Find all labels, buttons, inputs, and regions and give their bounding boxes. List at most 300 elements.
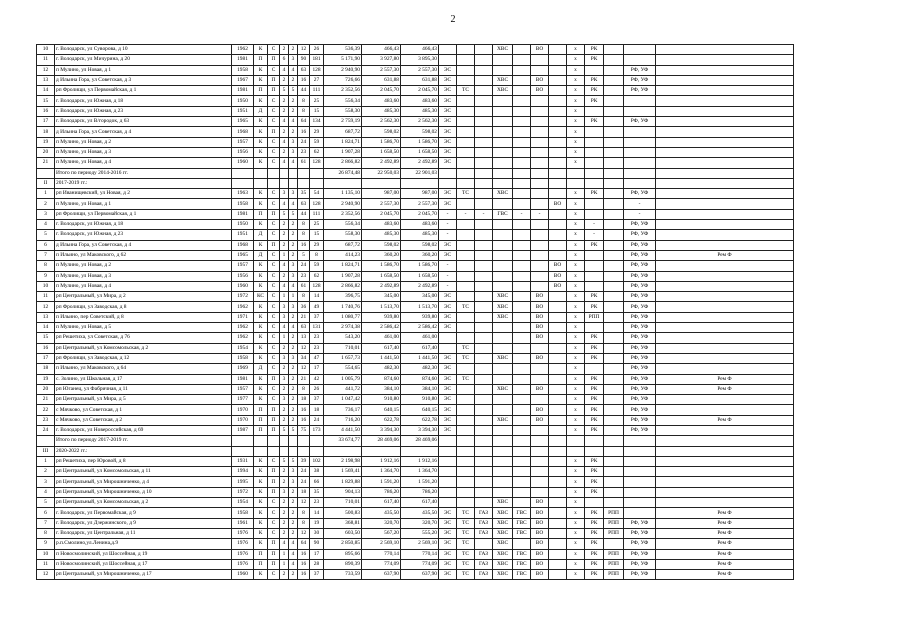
cell-address: п Ильино, ул Маковского, д 64 (55, 364, 232, 374)
cell-gas (475, 436, 493, 446)
cell-mark: х (567, 384, 585, 394)
cell-row-number: 14 (37, 323, 55, 333)
cell-floor-material (268, 446, 280, 456)
cell-heating (457, 333, 475, 343)
cell-cold-water: ХВС (493, 45, 513, 55)
cell-wall-material: К (254, 240, 268, 250)
cell-floors: 5 (280, 86, 289, 96)
cell-cold-water (493, 446, 513, 456)
cell-total-area: 441,72 (324, 384, 362, 394)
cell-floors: 3 (280, 353, 289, 363)
cell-heating: ТС (457, 353, 475, 363)
cell-row-number: 22 (37, 405, 55, 415)
cell-foundation: РФ, УФ (624, 75, 656, 85)
cell-living-area: 637,90 (362, 570, 401, 580)
cell-cold-water (493, 178, 513, 188)
cell-floor-material: П (268, 467, 280, 477)
cell-mark: х (567, 477, 585, 487)
cell-residents: 26 (310, 45, 324, 55)
cell-roof (585, 250, 604, 260)
table-row (37, 178, 794, 188)
cell-living-area: 2 492,89 (362, 281, 401, 291)
cell-residents: 23 (310, 343, 324, 353)
cell-residents: 14 (310, 292, 324, 302)
cell-sewage-alt (549, 528, 567, 538)
cell-residential-area: 320,70 (401, 518, 439, 528)
cell-residential-area: 1 441,50 (401, 353, 439, 363)
cell-sewage-alt (549, 405, 567, 415)
cell-sewage: ВО (531, 498, 549, 508)
cell-wall-material: КС (254, 292, 268, 302)
cell-total-area: 2 974,38 (324, 323, 362, 333)
cell-entrances: 2 (289, 518, 298, 528)
cell-build-year: 1954 (232, 343, 254, 353)
cell-gas (475, 127, 493, 137)
cell-hot-water (513, 446, 531, 456)
cell-mark: х (567, 240, 585, 250)
cell-residential-area: 2 492,89 (401, 281, 439, 291)
cell-mark: х (567, 292, 585, 302)
cell-sewage: ВО (531, 528, 549, 538)
cell-roof: РК (585, 292, 604, 302)
cell-foundation: РФ, УФ (624, 271, 656, 281)
cell-floor-material: П (268, 487, 280, 497)
cell-row-number: 11 (37, 292, 55, 302)
cell-apartments: 64 (298, 539, 310, 549)
cell-address: р.п.Смолино,ул.Ленина,д.9 (55, 539, 232, 549)
cell-mark: х (567, 487, 585, 497)
cell-apartments: 90 (298, 55, 310, 65)
cell-address: рп Решетиха, ул Советская, д 76 (55, 333, 232, 343)
cell-row-number: 12 (37, 302, 55, 312)
cell-total-area: 1 135,10 (324, 189, 362, 199)
cell-address: рп Центральный, ул Мирошниченко, д 17 (55, 570, 232, 580)
cell-electric: ЭС (439, 137, 457, 147)
cell-foundation: РФ, УФ (624, 333, 656, 343)
table-row (37, 549, 794, 559)
cell-apartments: 8 (298, 384, 310, 394)
cell-foundation (624, 147, 656, 157)
cell-sewage (531, 467, 549, 477)
cell-floors: 3 (280, 374, 289, 384)
cell-heating (457, 250, 475, 260)
cell-hot-water (513, 137, 531, 147)
cell-sewage-alt (549, 559, 567, 569)
cell-sewage-alt (549, 240, 567, 250)
cell-floor-material: С (268, 147, 280, 157)
cell-sewage-alt (549, 158, 567, 168)
cell-wall-material: К (254, 498, 268, 508)
table-row (37, 539, 794, 549)
cell-hot-water: ГВС (513, 570, 531, 580)
cell-mark: х (567, 147, 585, 157)
cell-residents: 15 (310, 230, 324, 240)
cell-renovation (656, 405, 794, 415)
cell-total-area: 2 352,56 (324, 86, 362, 96)
cell-residents: 17 (310, 549, 324, 559)
cell-entrances: 5 (289, 86, 298, 96)
cell-floors: 4 (280, 281, 289, 291)
cell-apartments: 39 (298, 456, 310, 466)
cell-floor-material: С (268, 312, 280, 322)
cell-sewage-alt (549, 302, 567, 312)
cell-entrances: 2 (289, 395, 298, 405)
cell-floor-material: П (268, 240, 280, 250)
table-row (37, 45, 794, 55)
cell-gas (475, 405, 493, 415)
cell-floors: 5 (280, 456, 289, 466)
cell-apartments: 8 (298, 230, 310, 240)
cell-living-area: 598,02 (362, 127, 401, 137)
cell-entrances: 4 (289, 199, 298, 209)
cell-sewage: ВО (531, 86, 549, 96)
cell-apartments (298, 178, 310, 188)
cell-living-area: 2 557,30 (362, 199, 401, 209)
cell-sewage (531, 178, 549, 188)
cell-living-area: 483,60 (362, 96, 401, 106)
cell-cold-water (493, 467, 513, 477)
cell-cold-water: ХВС (493, 528, 513, 538)
cell-foundation: РФ, УФ (624, 292, 656, 302)
cell-build-year: 1972 (232, 292, 254, 302)
cell-renovation (656, 106, 794, 116)
cell-gas: ГАЗ (475, 570, 493, 580)
cell-hot-water (513, 333, 531, 343)
cell-facade-work (604, 96, 624, 106)
cell-hot-water: ГВС (513, 528, 531, 538)
cell-address: г. Володарск, ул Южная, д 23 (55, 106, 232, 116)
cell-gas (475, 55, 493, 65)
table-row (37, 508, 794, 518)
cell-mark: х (567, 539, 585, 549)
cell-gas (475, 425, 493, 435)
cell-mark: х (567, 86, 585, 96)
cell-facade-work (604, 487, 624, 497)
cell-residents: 131 (310, 323, 324, 333)
cell-renovation: Рем Ф (656, 374, 794, 384)
cell-residents: 128 (310, 199, 324, 209)
cell-sewage: ВО (531, 384, 549, 394)
cell-entrances: 2 (289, 364, 298, 374)
cell-floors: 2 (280, 364, 289, 374)
table-row (37, 168, 794, 178)
cell-roof: РК (585, 55, 604, 65)
cell-cold-water (493, 127, 513, 137)
cell-roof: РК (585, 508, 604, 518)
cell-build-year: 1969 (232, 364, 254, 374)
cell-apartments: 16 (298, 405, 310, 415)
cell-build-year: 1981 (232, 86, 254, 96)
cell-renovation (656, 199, 794, 209)
cell-hot-water (513, 312, 531, 322)
cell-foundation: РФ, УФ (624, 312, 656, 322)
cell-foundation: РФ, УФ (624, 415, 656, 425)
cell-foundation (624, 106, 656, 116)
cell-living-area: 466,43 (362, 45, 401, 55)
cell-renovation: Рем Ф (656, 250, 794, 260)
cell-floors: 2 (280, 508, 289, 518)
cell-mark: х (567, 96, 585, 106)
cell-residents: 181 (310, 55, 324, 65)
cell-living-area: 770,14 (362, 549, 401, 559)
cell-hot-water: - (513, 209, 531, 219)
cell-living-area: 774,09 (362, 559, 401, 569)
cell-total-area: 603,50 (324, 528, 362, 538)
cell-total-area: 733,59 (324, 570, 362, 580)
cell-electric: ЭС (439, 312, 457, 322)
cell-facade-work (604, 137, 624, 147)
cell-total-area: 5 171,90 (324, 55, 362, 65)
cell-renovation: Рем Ф (656, 570, 794, 580)
cell-apartments: 12 (298, 45, 310, 55)
cell-entrances (289, 178, 298, 188)
cell-wall-material: П (254, 425, 268, 435)
cell-heating (457, 147, 475, 157)
cell-gas (475, 147, 493, 157)
cell-cold-water (493, 117, 513, 127)
cell-row-number: 3 (37, 209, 55, 219)
cell-living-area: 640,15 (362, 405, 401, 415)
cell-cold-water (493, 395, 513, 405)
cell-entrances: 4 (289, 559, 298, 569)
cell-heating: ТС (457, 302, 475, 312)
cell-entrances: 2 (289, 312, 298, 322)
cell-roof (585, 271, 604, 281)
cell-apartments: 61 (298, 158, 310, 168)
cell-entrances: 4 (289, 549, 298, 559)
cell-residents: 29 (310, 127, 324, 137)
cell-address: д Ильина Гора, ул Советская, д 3 (55, 75, 232, 85)
cell-build-year: 1956 (232, 271, 254, 281)
cell-floor-material: С (268, 230, 280, 240)
cell-heating (457, 55, 475, 65)
cell-facade-work (604, 292, 624, 302)
cell-electric: ЭС (439, 302, 457, 312)
cell-electric: ЭС (439, 106, 457, 116)
cell-living-area: 1 586,70 (362, 261, 401, 271)
cell-foundation: РФ, УФ (624, 220, 656, 230)
cell-gas: ГАЗ (475, 549, 493, 559)
cell-heating (457, 446, 475, 456)
cell-sewage (531, 425, 549, 435)
cell-entrances: 2 (289, 250, 298, 260)
cell-living-area: 1 441,50 (362, 353, 401, 363)
cell-row-number: 20 (37, 147, 55, 157)
cell-foundation (624, 127, 656, 137)
cell-electric (439, 467, 457, 477)
cell-address: г. Володарск, ул Южная, д 23 (55, 230, 232, 240)
cell-electric: - (439, 230, 457, 240)
cell-roof: - (585, 220, 604, 230)
cell-electric: ЭС (439, 117, 457, 127)
cell-heating (457, 240, 475, 250)
cell-gas (475, 333, 493, 343)
cell-row-number (37, 436, 55, 446)
cell-wall-material: К (254, 384, 268, 394)
cell-sewage-alt (549, 425, 567, 435)
cell-sewage-alt (549, 117, 567, 127)
cell-roof: РК (585, 117, 604, 127)
cell-renovation (656, 487, 794, 497)
cell-sewage (531, 395, 549, 405)
cell-row-number: 16 (37, 106, 55, 116)
cell-residential-area: 770,14 (401, 549, 439, 559)
cell-address: Итого по периоду 2014-2016 гг. (55, 168, 232, 178)
cell-living-area: 384,10 (362, 384, 401, 394)
cell-wall-material: П (254, 86, 268, 96)
cell-foundation: РФ, УФ (624, 189, 656, 199)
cell-floors: 4 (280, 65, 289, 75)
cell-facade-work (604, 45, 624, 55)
cell-heating (457, 199, 475, 209)
cell-gas (475, 96, 493, 106)
cell-entrances: 2 (289, 570, 298, 580)
cell-facade-work (604, 230, 624, 240)
cell-sewage-alt (549, 137, 567, 147)
cell-living-area: 987,00 (362, 189, 401, 199)
cell-sewage (531, 281, 549, 291)
table-row (37, 240, 794, 250)
cell-floor-material: С (268, 250, 280, 260)
table-row (37, 220, 794, 230)
cell-cold-water (493, 106, 513, 116)
cell-hot-water (513, 178, 531, 188)
cell-wall-material: К (254, 395, 268, 405)
cell-residents: 59 (310, 261, 324, 271)
cell-entrances: 2 (289, 96, 298, 106)
cell-living-area: 22 950,03 (362, 168, 401, 178)
cell-address: рп Центральный, ул Комсомольская, д 11 (55, 467, 232, 477)
cell-cold-water: ХВС (493, 415, 513, 425)
cell-residential-area: 28 469,06 (401, 436, 439, 446)
cell-address: п Новосмолинский, ул Шоссейная, д 19 (55, 549, 232, 559)
cell-entrances: 4 (289, 65, 298, 75)
cell-residential-area: 1 364,70 (401, 467, 439, 477)
cell-facade-work (604, 436, 624, 446)
cell-facade-work (604, 353, 624, 363)
table-row (37, 487, 794, 497)
cell-electric: - (439, 271, 457, 281)
cell-wall-material (254, 168, 268, 178)
cell-address: г. Володарск, ул Южная, д 18 (55, 220, 232, 230)
cell-floors: 2 (280, 147, 289, 157)
cell-residents (310, 446, 324, 456)
cell-floor-material: С (268, 45, 280, 55)
cell-electric: - (439, 261, 457, 271)
cell-address: г. Володарск, ул Новероссийская, д 69 (55, 425, 232, 435)
cell-apartments: 16 (298, 240, 310, 250)
cell-heating (457, 178, 475, 188)
cell-sewage (531, 137, 549, 147)
cell-row-number: 23 (37, 415, 55, 425)
cell-sewage: ВО (531, 415, 549, 425)
cell-heating (457, 137, 475, 147)
cell-electric: - (439, 281, 457, 291)
cell-build-year: 1957 (232, 137, 254, 147)
cell-gas (475, 446, 493, 456)
cell-row-number: 19 (37, 374, 55, 384)
cell-total-area: 1 047,42 (324, 395, 362, 405)
cell-address: рп Центральный, ул Комсомольская, д 2 (55, 498, 232, 508)
cell-wall-material: К (254, 137, 268, 147)
cell-living-area: 28 469,06 (362, 436, 401, 446)
cell-electric: ЭС (439, 147, 457, 157)
cell-hot-water (513, 75, 531, 85)
cell-apartments: 63 (298, 65, 310, 75)
cell-row-number: 24 (37, 425, 55, 435)
cell-electric (439, 45, 457, 55)
cell-sewage: ВО (531, 518, 549, 528)
cell-entrances: 2 (289, 75, 298, 85)
cell-facade-work (604, 209, 624, 219)
cell-facade-work (604, 333, 624, 343)
cell-floors: 1 (280, 250, 289, 260)
table-row (37, 364, 794, 374)
cell-row-number: 12 (37, 65, 55, 75)
cell-heating (457, 456, 475, 466)
cell-floor-material: С (268, 96, 280, 106)
cell-facade-work: РПП (604, 508, 624, 518)
cell-mark: х (567, 199, 585, 209)
cell-sewage (531, 117, 549, 127)
cell-floor-material: П (268, 55, 280, 65)
cell-living-area: 2 557,30 (362, 65, 401, 75)
cell-sewage (531, 436, 549, 446)
cell-sewage-alt (549, 178, 567, 188)
cell-facade-work (604, 220, 624, 230)
cell-heating: ТС (457, 189, 475, 199)
cell-renovation (656, 343, 794, 353)
cell-renovation: Рем Ф (656, 508, 794, 518)
cell-renovation (656, 477, 794, 487)
cell-residents: 28 (310, 559, 324, 569)
cell-total-area: 1 657,73 (324, 353, 362, 363)
cell-build-year: 1987 (232, 425, 254, 435)
cell-sewage: ВО (531, 353, 549, 363)
cell-roof (585, 137, 604, 147)
cell-facade-work: РПП (604, 570, 624, 580)
cell-cold-water (493, 158, 513, 168)
cell-residents: 23 (310, 498, 324, 508)
cell-floor-material: П (268, 405, 280, 415)
cell-facade-work (604, 117, 624, 127)
cell-renovation: Рем Ф (656, 528, 794, 538)
cell-mark: х (567, 75, 585, 85)
cell-renovation (656, 137, 794, 147)
cell-floor-material: С (268, 65, 280, 75)
cell-floors: 2 (280, 75, 289, 85)
cell-residential-area: 2 562,30 (401, 117, 439, 127)
cell-residents: 37 (310, 395, 324, 405)
cell-hot-water (513, 539, 531, 549)
cell-sewage: ВО (531, 405, 549, 415)
cell-gas (475, 75, 493, 85)
cell-total-area: 2 866,82 (324, 158, 362, 168)
cell-floors: 2 (280, 498, 289, 508)
cell-sewage-alt (549, 147, 567, 157)
table-row (37, 415, 794, 425)
cell-cold-water (493, 456, 513, 466)
cell-residents: 47 (310, 353, 324, 363)
table-row (37, 261, 794, 271)
cell-foundation: - (624, 199, 656, 209)
cell-residential-area: 22 901,03 (401, 168, 439, 178)
cell-mark: х (567, 374, 585, 384)
cell-residents (310, 436, 324, 446)
cell-foundation: РФ, УФ (624, 86, 656, 96)
cell-residential-area (401, 178, 439, 188)
cell-sewage-alt (549, 487, 567, 497)
